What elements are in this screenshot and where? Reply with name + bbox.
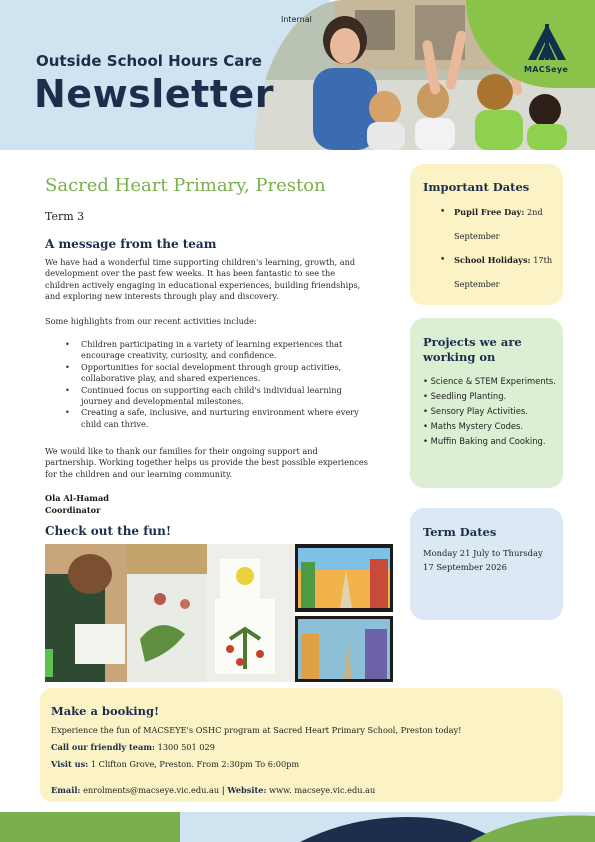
term-dates-card <box>410 508 563 620</box>
email-link[interactable]: enrolments@macseye.vic.edu.au <box>83 785 220 795</box>
date-item-value: 17th September <box>454 255 553 289</box>
newsletter-subtitle: Outside School Hours Care <box>36 52 262 70</box>
website-link[interactable]: www. macseye.vic.edu.au <box>269 785 376 795</box>
header-banner <box>0 0 595 150</box>
booking-intro: Experience the fun of MACSEYE's OSHC program at Sacred Heart Primary School, Preston today! <box>51 725 462 735</box>
date-item-label: Pupil Free Day: <box>454 207 525 217</box>
highlight-item: • Opportunities for social development through group activities, collaborative play, and shared experiences. <box>65 362 365 385</box>
project-item: • Science & STEM Experiments. <box>423 376 556 386</box>
booking-panel <box>40 688 563 802</box>
phone-number[interactable]: 1300 501 029 <box>157 742 215 752</box>
highlight-item: • Creating a safe, inclusive, and nurturing environment where every child can thrive. <box>65 407 365 430</box>
phone-label: Call our friendly team: <box>51 742 156 752</box>
date-item-value: 2nd September <box>454 207 543 241</box>
date-item-label: School Holidays: <box>454 255 531 265</box>
footer-decoration <box>0 812 595 842</box>
signature-name: Ola Al-Hamad <box>45 493 109 503</box>
projects-heading: Projects we are working on <box>423 335 522 364</box>
fun-heading: Check out the fun! <box>45 524 172 538</box>
school-name: Sacred Heart Primary, Preston <box>45 175 326 196</box>
email-label: Email: <box>51 785 81 795</box>
logo-wordmark: MACSeye <box>524 65 569 74</box>
message-paragraph-1: We have had a wonderful time supporting children's learning, growth, and development over the past few weeks. It has been fantastic to see the children actively engaging in educational experiences, building friendships, and exploring new interests through play and discovery. <box>45 257 361 302</box>
booking-address-line <box>51 759 299 769</box>
message-heading: A message from the team <box>45 237 217 251</box>
important-dates-list <box>440 200 560 296</box>
highlight-item: • Continued focus on supporting each child's individual learning journey and developmental milestones. <box>65 385 365 408</box>
highlight-item: • Children participating in a variety of learning experiences that encourage creativity, curiosity, and confidence. <box>65 339 365 362</box>
projects-list <box>423 374 558 449</box>
project-item: • Seedling Planting. <box>423 391 507 401</box>
booking-heading: Make a booking! <box>51 704 160 718</box>
term-dates-text: Monday 21 July to Thursday 17 September 2026 <box>423 548 543 572</box>
activity-photo-collage <box>45 544 393 682</box>
contact-separator: | <box>221 785 225 795</box>
important-dates-card <box>410 164 563 305</box>
project-item: • Muffin Baking and Cooking. <box>423 436 546 446</box>
term-label: Term 3 <box>45 210 85 223</box>
project-item: • Sensory Play Activities. <box>423 406 528 416</box>
message-paragraph-3: We would like to thank our families for their ongoing support and partnership. Working together helps us provide the best possible experiences for the children and our learning community. <box>45 446 368 479</box>
address-label: Visit us: <box>51 759 89 769</box>
macseye-logo-icon <box>524 22 570 62</box>
internal-label: Internal <box>281 15 312 24</box>
important-dates-heading: Important Dates <box>423 180 530 194</box>
term-dates-heading: Term Dates <box>423 525 497 539</box>
highlights-list <box>65 339 365 430</box>
newsletter-title: Newsletter <box>34 72 274 116</box>
website-label: Website: <box>227 785 267 795</box>
address-value: 1 Clifton Grove, Preston. From 2:30pm To 6:00pm <box>90 759 300 769</box>
booking-contact-line <box>51 785 375 795</box>
date-item <box>440 248 560 296</box>
message-paragraph-2: Some highlights from our recent activities include: <box>45 316 257 326</box>
projects-card <box>410 318 563 488</box>
project-item: • Maths Mystery Codes. <box>423 421 524 431</box>
booking-phone-line <box>51 742 215 752</box>
signature-role: Coordinator <box>45 505 101 515</box>
date-item <box>440 200 560 248</box>
